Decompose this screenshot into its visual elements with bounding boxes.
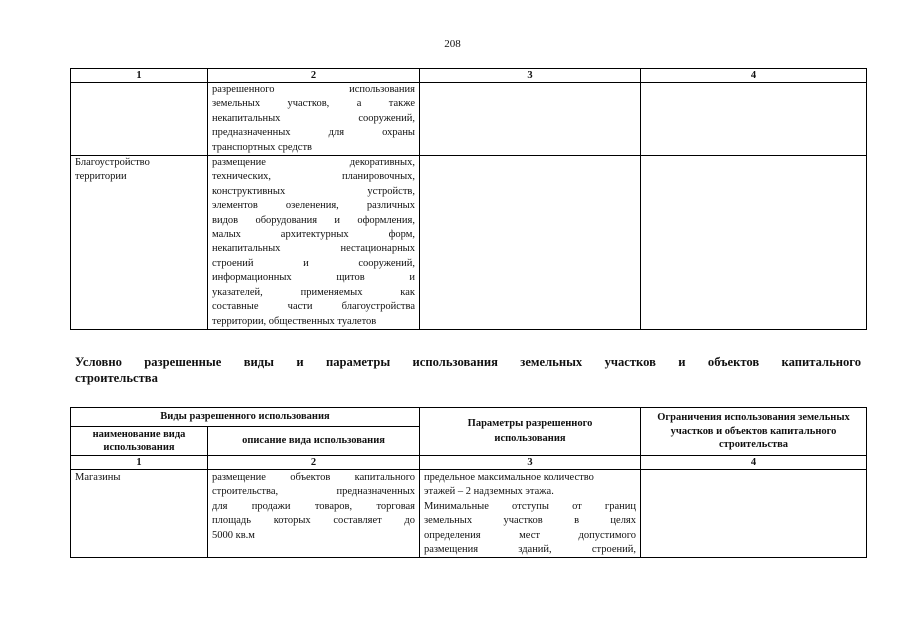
params-line: этажей – 2 надземных этажа. [424,486,554,498]
use-description-cell [208,156,420,330]
section-heading-line: Условно разрешенные виды и параметры использования земельных участков и объектов капитального [75,355,861,369]
params-line: размещения зданий, строений, [424,544,637,556]
section-heading [75,354,861,386]
column-number: 1 [71,69,208,83]
section-heading-line: строительства [75,371,158,385]
description-line: составные части благоустройства [212,301,415,313]
table-row [71,83,867,156]
use-description-cell [208,83,420,156]
use-description-header: описание вида использования [208,427,420,456]
use-name-cell [71,83,208,156]
params-line: предельное максимальное количество [424,472,594,483]
description-line: строений и сооружений, [212,257,415,269]
description-line: площадь которых составляет до [212,515,416,527]
column-number: 2 [208,456,420,470]
description-line: земельных участков, а также [212,98,415,110]
table-row [71,156,867,330]
params-line: Минимальные отступы от границ [424,500,637,512]
column-number: 4 [641,456,867,470]
description-line: предназначенных для охраны [212,127,415,139]
description-line: технических, планировочных, [212,171,415,183]
description-line: размещение декоративных, [212,157,415,169]
kinds-of-use-header: Виды разрешенного использования [71,408,420,427]
column-number: 1 [71,456,208,470]
description-line: разрешенного использования [212,84,415,95]
description-line: указателей, применяемых как [212,286,415,298]
restrictions-cell [641,470,867,558]
description-line: для продажи товаров, торговая [212,500,416,512]
description-line: размещение объектов капитального [212,472,416,483]
restrictions-header: Ограничения использования земельных участков и объектов капитального строительства [641,408,867,456]
description-line: некапитальных сооружений, [212,112,415,124]
column-number: 2 [208,69,420,83]
table-row [71,470,867,558]
header-row [71,408,867,427]
description-line: транспортных средств [212,141,313,153]
description-line: элементов озеленения, различных [212,200,415,212]
column-number: 4 [641,69,867,83]
params-cell [420,83,641,156]
description-line: 5000 кв.м [212,529,255,541]
column-number: 3 [420,69,641,83]
params-header: Параметры разрешенного использования [420,408,641,456]
params-line: определения мест допустимого [424,529,637,541]
use-description-cell [208,470,420,558]
conditional-uses-table [70,407,867,558]
restrictions-cell [641,156,867,330]
permitted-uses-table-continuation [70,68,867,330]
description-line: территории, общественных туалетов [212,315,377,327]
column-number: 3 [420,456,641,470]
column-numbers-row [71,456,867,470]
column-numbers-row [71,69,867,83]
description-line: информационных щитов и [212,272,415,284]
use-name-cell: Магазины [71,470,208,558]
use-name-header: наименование вида использования [71,427,208,456]
params-cell [420,156,641,330]
description-line: строительства, предназначенных [212,486,416,498]
description-line: конструктивных устройств, [212,185,415,197]
params-line: земельных участков в целях [424,515,637,527]
restrictions-cell [641,83,867,156]
description-line: некапитальных нестационарных [212,243,415,255]
use-name-cell: Благоустройство территории [71,156,208,330]
description-line: малых архитектурных форм, [212,229,415,241]
params-cell [420,470,641,558]
description-line: видов оборудования и оформления, [212,214,415,226]
page-number: 208 [444,38,461,50]
